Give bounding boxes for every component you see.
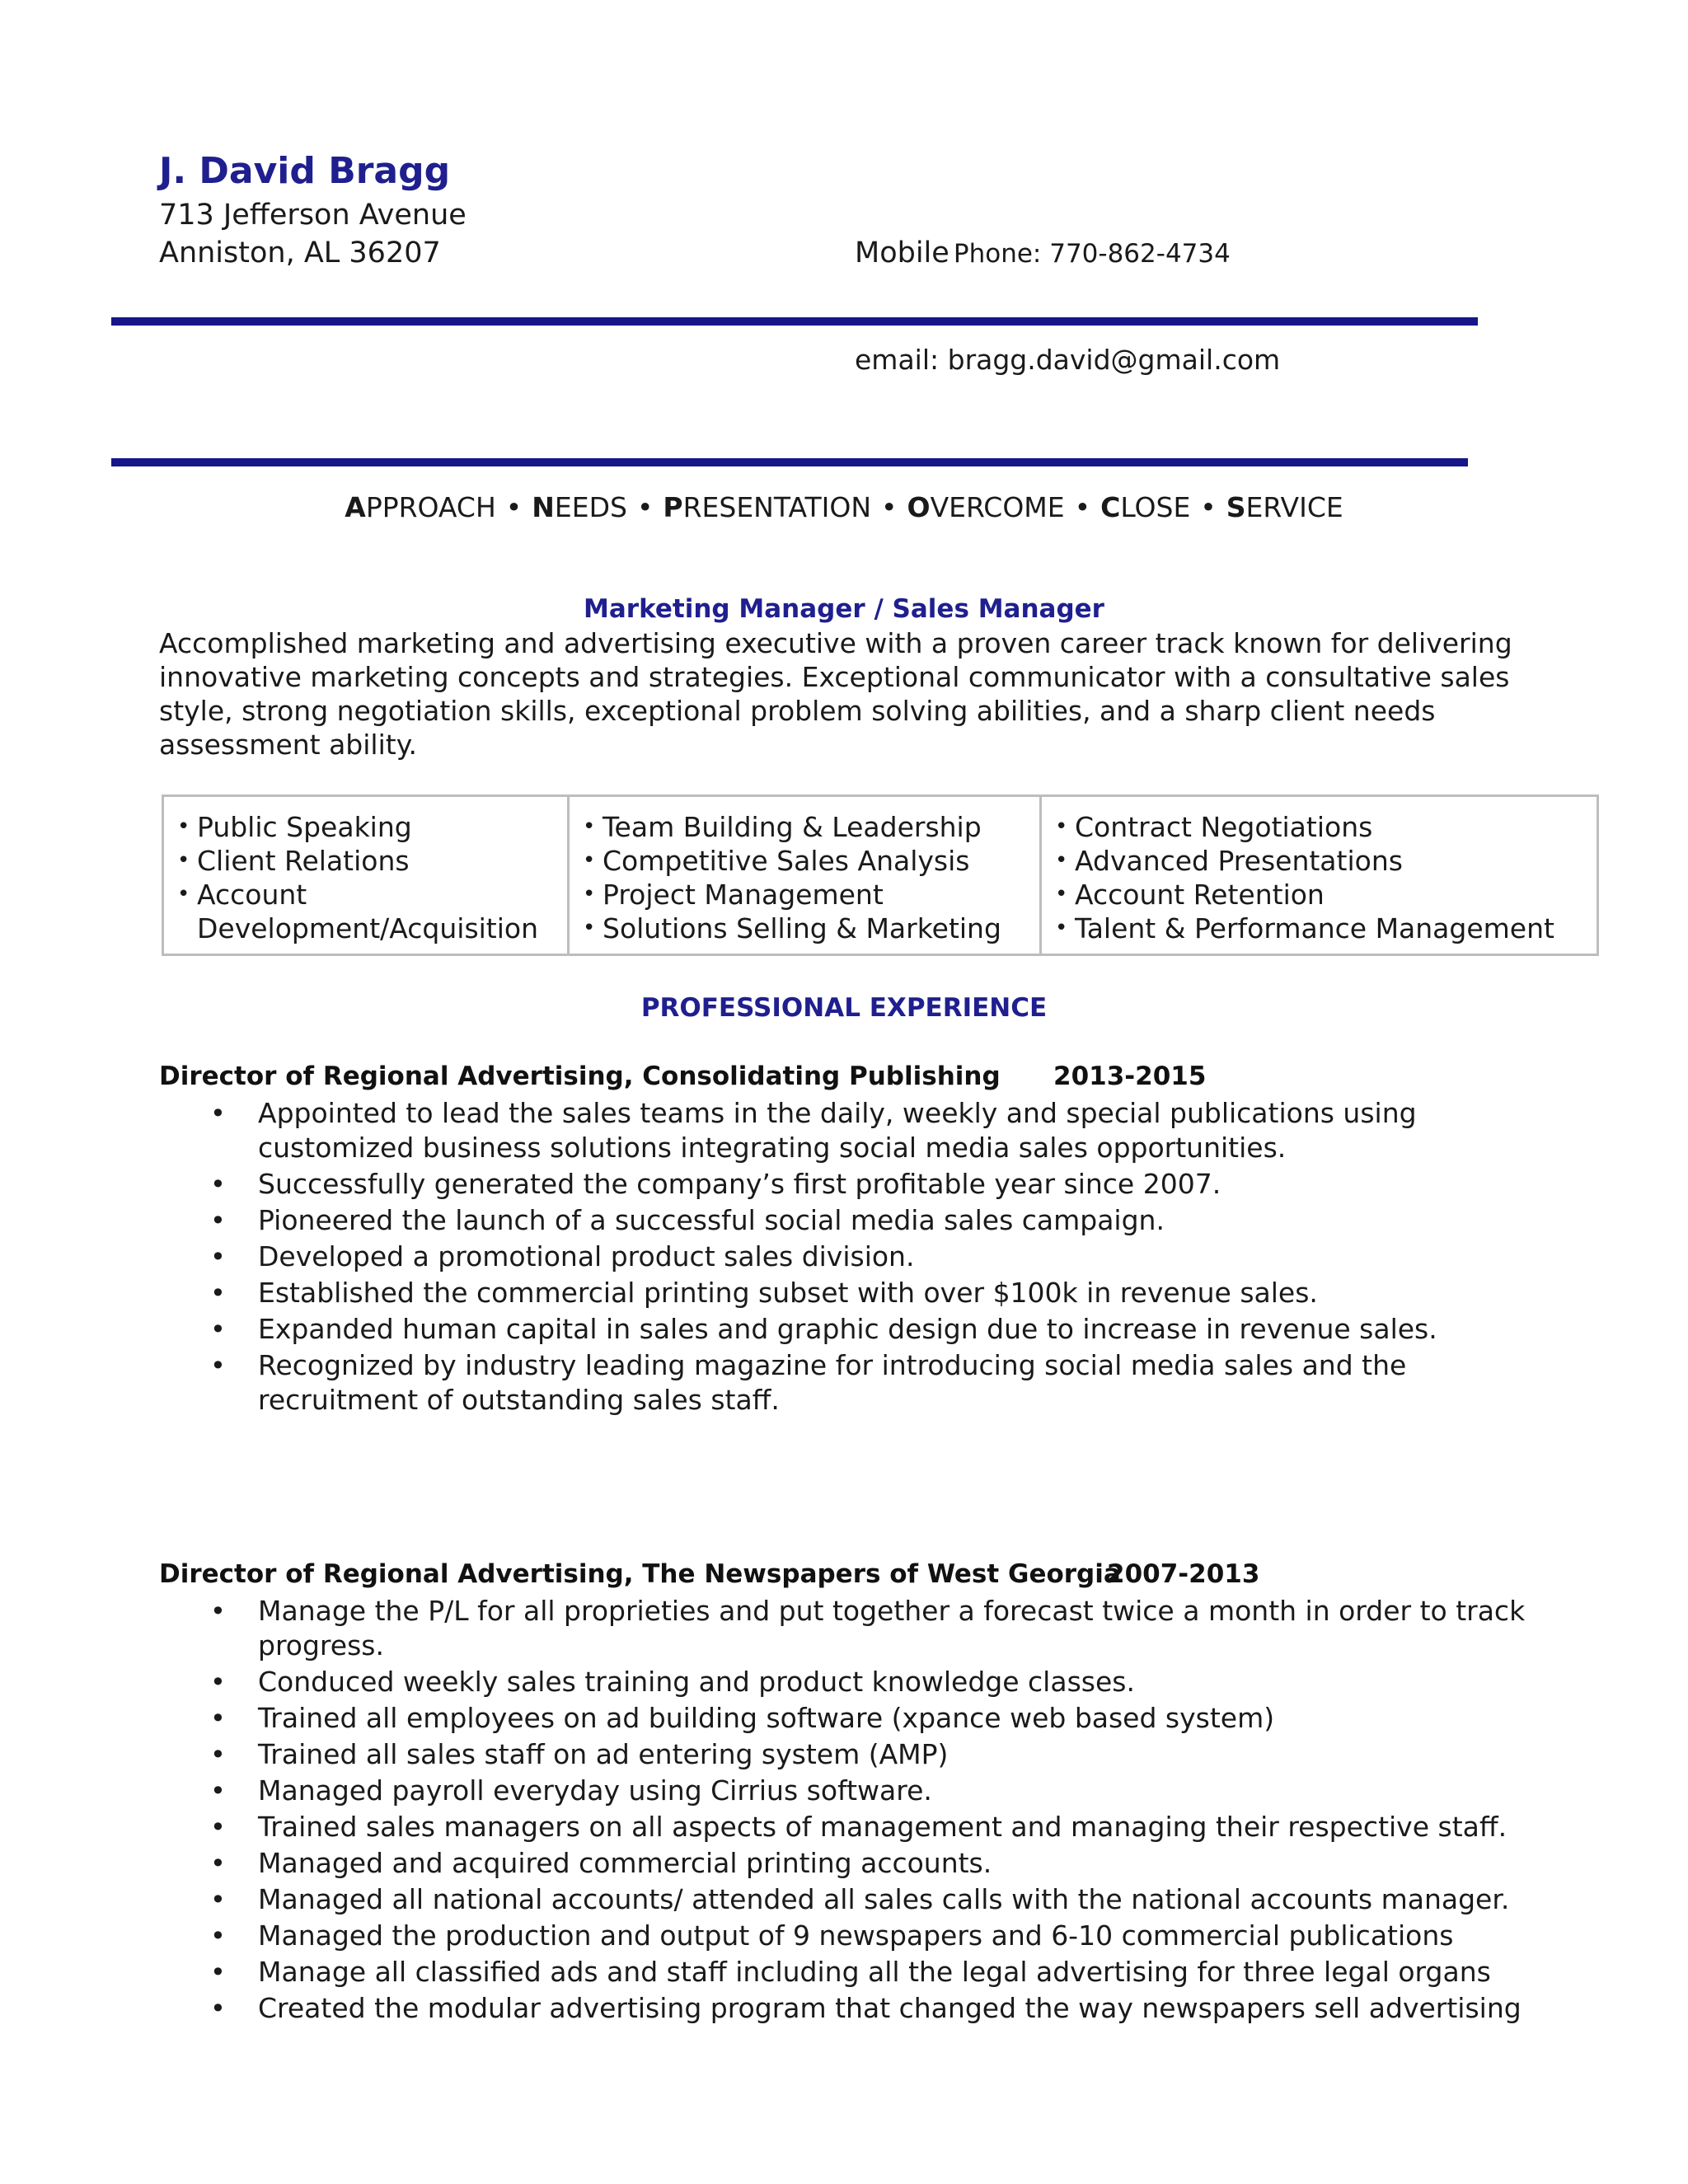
motto-initial: O <box>907 491 931 523</box>
job-bullet: • Successfully generated the company’s first profitable year since 2007. <box>159 1167 1544 1202</box>
motto-initial: A <box>345 491 366 523</box>
email-address: email: bragg.david@gmail.com <box>855 344 1281 376</box>
motto-word <box>532 491 627 523</box>
approach-motto <box>0 490 1688 526</box>
motto-rest: VERCOME <box>930 491 1065 523</box>
job-bullet: • Managed and acquired commercial printing accounts. <box>159 1846 1544 1881</box>
job-heading <box>159 1557 1313 1591</box>
street-address: 713 Jefferson Avenue <box>159 199 467 232</box>
job-bullet: • Recognized by industry leading magazine for introducing social media sales and the recruitment of outstanding sales staff. <box>159 1348 1544 1418</box>
motto-rest: EEDS <box>554 491 627 523</box>
job-bullets <box>159 1096 1544 1419</box>
applicant-name: J. David Bragg <box>159 150 451 192</box>
motto-initial: P <box>663 491 683 523</box>
job-bullet: • Appointed to lead the sales teams in the daily, weekly and special publications using customized business solutions integrating social media sales opportunities. <box>159 1096 1544 1165</box>
job-years: 2013-2015 <box>1053 1062 1207 1091</box>
job-bullet: • Managed payroll everyday using Cirrius software. <box>159 1774 1544 1808</box>
skills-column-2 <box>570 797 1042 954</box>
job-heading <box>159 1059 1231 1094</box>
motto-word <box>1100 491 1190 523</box>
motto-separator: • <box>1200 491 1217 523</box>
skill-item: • Advanced Presentations <box>1053 844 1597 878</box>
motto-rest: LOSE <box>1120 491 1191 523</box>
skills-column-1 <box>164 797 570 954</box>
bottom-divider <box>111 458 1468 466</box>
job-bullet: • Developed a promotional product sales division. <box>159 1240 1544 1274</box>
skill-item: • Contract Negotiations <box>1053 810 1597 844</box>
motto-word <box>1226 491 1343 523</box>
skill-item: • Client Relations <box>176 844 567 878</box>
job-title: Director of Regional Advertising, Consolidating Publishing <box>159 1062 1001 1091</box>
skill-item: • Project Management <box>581 878 1039 912</box>
job-bullet: • Pioneered the launch of a successful social media sales campaign. <box>159 1203 1544 1238</box>
job-bullet: • Manage all classified ads and staff including all the legal advertising for three legal organs <box>159 1955 1544 1990</box>
skill-item: • Account Development/Acquisition <box>176 878 567 945</box>
summary-paragraph: Accomplished marketing and advertising executive with a proven career track known for delivering innovative marketing concepts and strategies. Exceptional communicator with a consultative sales style, strong negotiation skills, exceptional problem solving abilities, and a sharp client needs assessment ability. <box>159 627 1512 761</box>
motto-separator: • <box>1074 491 1091 523</box>
city-state-zip: Anniston, AL 36207 <box>159 237 441 269</box>
job-bullet: • Created the modular advertising program that changed the way newspapers sell advertising <box>159 1991 1544 2026</box>
job-bullet: • Manage the P/L for all proprieties and put together a forecast twice a month in order to track progress. <box>159 1594 1544 1663</box>
skill-item: • Talent & Performance Management <box>1053 912 1597 945</box>
experience-heading: PROFESSIONAL EXPERIENCE <box>640 993 1048 1023</box>
motto-rest: RESENTATION <box>682 491 872 523</box>
skill-item: • Account Retention <box>1053 878 1597 912</box>
job-title: Director of Regional Advertising, The Newspapers of West Georgia <box>159 1559 1121 1589</box>
job-years: 2007-2013 <box>1107 1559 1260 1589</box>
job-bullets <box>159 1594 1544 2027</box>
motto-separator: • <box>881 491 898 523</box>
skill-item: • Team Building & Leadership <box>581 810 1039 844</box>
skill-item: • Public Speaking <box>176 810 567 844</box>
job-bullet: • Managed all national accounts/ attended all sales calls with the national accounts manager. <box>159 1882 1544 1917</box>
job-bullet: • Trained sales managers on all aspects of management and managing their respective staff. <box>159 1810 1544 1844</box>
phone-number: Phone: 770-862-4734 <box>953 239 1231 269</box>
job-bullet: • Trained all sales staff on ad entering system (AMP) <box>159 1737 1544 1772</box>
motto-initial: S <box>1226 491 1246 523</box>
skill-item: • Competitive Sales Analysis <box>581 844 1039 878</box>
motto-initial: N <box>532 491 555 523</box>
skills-column-3 <box>1042 797 1597 954</box>
job-bullet: • Managed the production and output of 9 newspapers and 6-10 commercial publications <box>159 1919 1544 1953</box>
headline: Marketing Manager / Sales Manager <box>584 594 1104 624</box>
motto-separator: • <box>636 491 654 523</box>
top-divider <box>111 317 1478 326</box>
job-bullet: • Expanded human capital in sales and graphic design due to increase in revenue sales. <box>159 1312 1544 1347</box>
motto-initial: C <box>1100 491 1121 523</box>
motto-word <box>345 491 496 523</box>
motto-rest: ERVICE <box>1245 491 1343 523</box>
job-bullet: • Trained all employees on ad building software (xpance web based system) <box>159 1701 1544 1736</box>
job-bullet: • Conduced weekly sales training and product knowledge classes. <box>159 1665 1544 1699</box>
mobile-phone <box>855 234 1231 277</box>
skills-table <box>162 794 1599 956</box>
motto-separator: • <box>505 491 523 523</box>
motto-word <box>907 491 1065 523</box>
phone-label: Mobile <box>855 237 950 269</box>
motto-rest: PPROACH <box>365 491 496 523</box>
job-bullet: • Established the commercial printing subset with over $100k in revenue sales. <box>159 1276 1544 1310</box>
skill-item: • Solutions Selling & Marketing <box>581 912 1039 945</box>
motto-word <box>663 491 871 523</box>
